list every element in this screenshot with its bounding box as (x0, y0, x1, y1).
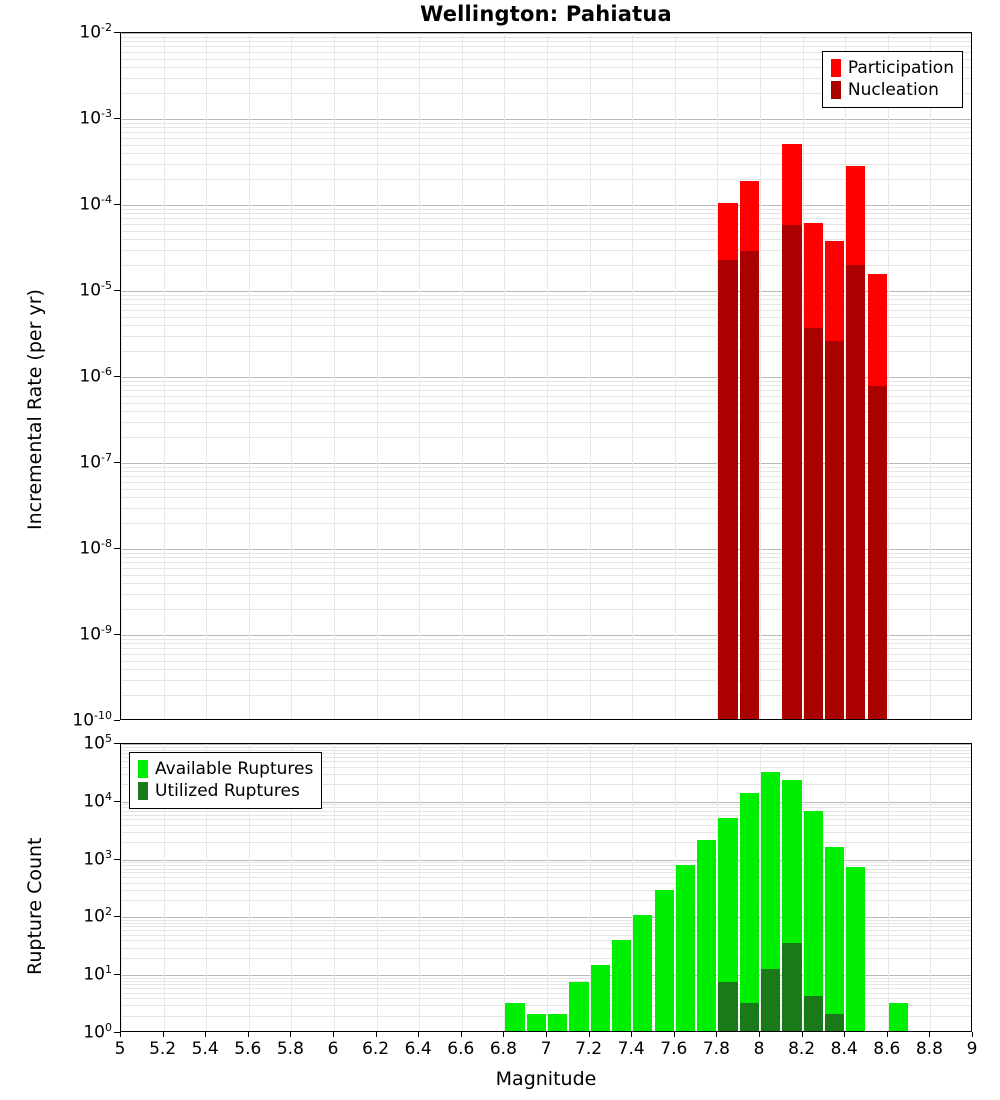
x-tick-mark (120, 1032, 121, 1037)
bottom-chart-legend (129, 752, 322, 809)
x-tick-label: 7.8 (702, 1039, 730, 1059)
y-tick-mark (114, 548, 120, 549)
y-tick-mark (114, 720, 120, 721)
y-tick-label: $10^4$ (83, 789, 112, 812)
x-tick-mark (461, 1032, 462, 1037)
bar (782, 225, 801, 719)
x-tick-mark (163, 1032, 164, 1037)
y-tick-label: $10^1$ (83, 963, 112, 985)
legend-item (138, 780, 313, 802)
x-tick-mark (418, 1032, 419, 1037)
bar (804, 996, 823, 1031)
bar (655, 890, 674, 1031)
x-tick-mark (333, 1032, 334, 1037)
bar (782, 943, 801, 1031)
bar (740, 1003, 759, 1031)
legend-label-utilized-ruptures: Utilized Ruptures (155, 781, 300, 801)
x-tick-mark (503, 1032, 504, 1037)
bottom-chart-plot-area (120, 743, 972, 1032)
bar (676, 865, 695, 1032)
legend-swatch-available-ruptures (138, 760, 148, 778)
x-tick-mark (972, 1032, 973, 1037)
page-title: Wellington: Pahiatua (420, 2, 672, 26)
x-tick-mark (802, 1032, 803, 1037)
x-tick-label: 7 (540, 1039, 552, 1059)
x-tick-label: 5.6 (234, 1039, 262, 1059)
bar (825, 847, 844, 1031)
top-chart-legend (822, 51, 963, 108)
bar (846, 867, 865, 1031)
legend-item (831, 79, 954, 101)
y-tick-mark (114, 118, 120, 119)
x-tick-label: 8.8 (915, 1039, 943, 1059)
bar (718, 260, 737, 719)
legend-label-nucleation: Nucleation (847, 80, 939, 100)
legend-item (831, 57, 954, 79)
bar (569, 982, 588, 1031)
x-tick-mark (759, 1032, 760, 1037)
legend-swatch-nucleation (831, 81, 841, 99)
x-tick-mark (929, 1032, 930, 1037)
bar (591, 965, 610, 1031)
bar (633, 915, 652, 1031)
bar (505, 1003, 524, 1031)
legend-swatch-participation (831, 59, 841, 77)
x-tick-label: 8.6 (873, 1039, 901, 1059)
y-tick-mark (114, 859, 120, 860)
y-tick-mark (114, 801, 120, 802)
y-tick-mark (114, 634, 120, 635)
top-chart-y-axis-title: Incremental Rate (per yr) (24, 289, 46, 530)
x-tick-label: 7.2 (575, 1039, 603, 1059)
x-tick-label: 6.8 (489, 1039, 517, 1059)
legend-swatch-utilized-ruptures (138, 782, 148, 800)
y-tick-label: $10^{-9}$ (79, 623, 112, 645)
top-chart-bars (121, 33, 971, 719)
x-tick-mark (844, 1032, 845, 1037)
y-tick-label: $10^{-10}$ (72, 709, 112, 731)
y-tick-label: $10^0$ (83, 1021, 112, 1043)
x-tick-mark (290, 1032, 291, 1037)
y-tick-label: $10^{-6}$ (79, 365, 112, 387)
bar (889, 1003, 908, 1031)
bar (804, 328, 823, 719)
top-chart-plot-area (120, 32, 972, 720)
y-tick-label: $10^{-5}$ (79, 279, 112, 301)
x-tick-label: 6.6 (447, 1039, 475, 1059)
x-tick-label: 7.4 (617, 1039, 645, 1059)
x-tick-label: 8.4 (830, 1039, 858, 1059)
y-tick-label: $10^{-8}$ (79, 537, 112, 559)
y-tick-label: $10^2$ (83, 905, 112, 928)
x-tick-mark (205, 1032, 206, 1037)
x-tick-mark (248, 1032, 249, 1037)
y-tick-label: $10^{-3}$ (79, 107, 112, 129)
legend-item (138, 758, 313, 780)
x-tick-mark (674, 1032, 675, 1037)
x-tick-mark (887, 1032, 888, 1037)
bar (740, 251, 759, 719)
legend-label-available-ruptures: Available Ruptures (155, 759, 314, 779)
bar (548, 1014, 567, 1031)
bottom-chart-y-axis-title: Rupture Count (24, 837, 46, 975)
x-tick-label: 5.8 (276, 1039, 304, 1059)
y-tick-mark (114, 916, 120, 917)
y-tick-mark (114, 462, 120, 463)
x-tick-label: 8 (753, 1039, 765, 1059)
x-tick-mark (716, 1032, 717, 1037)
y-tick-label: $10^{-2}$ (79, 21, 112, 43)
bar (697, 840, 716, 1031)
x-tick-label: 6.4 (404, 1039, 432, 1059)
y-tick-mark (114, 376, 120, 377)
y-tick-label: $10^5$ (83, 732, 112, 754)
y-tick-label: $10^3$ (83, 847, 112, 870)
x-tick-label: 5.4 (191, 1039, 219, 1059)
x-tick-mark (631, 1032, 632, 1037)
x-tick-label: 8.2 (788, 1039, 816, 1059)
x-axis-title: Magnitude (495, 1068, 597, 1090)
bar (740, 793, 759, 1031)
x-tick-label: 6 (327, 1039, 339, 1059)
y-tick-mark (114, 32, 120, 33)
x-tick-label: 5.2 (149, 1039, 177, 1059)
x-tick-mark (589, 1032, 590, 1037)
y-tick-label: $10^{-4}$ (79, 193, 112, 215)
y-tick-mark (114, 204, 120, 205)
x-tick-label: 9 (966, 1039, 978, 1059)
bar (612, 940, 631, 1031)
x-tick-mark (376, 1032, 377, 1037)
bar (868, 386, 887, 719)
x-tick-label: 5 (114, 1039, 126, 1059)
bar (527, 1014, 546, 1031)
y-tick-label: $10^{-7}$ (79, 451, 112, 473)
legend-label-participation: Participation (847, 58, 954, 78)
x-tick-mark (546, 1032, 547, 1037)
bar (846, 265, 865, 719)
y-tick-mark (114, 290, 120, 291)
bar (718, 982, 737, 1031)
bar (761, 969, 780, 1031)
x-tick-label: 6.2 (362, 1039, 390, 1059)
x-tick-label: 7.6 (660, 1039, 688, 1059)
y-tick-mark (114, 743, 120, 744)
bar (825, 341, 844, 719)
y-tick-mark (114, 974, 120, 975)
bar (825, 1014, 844, 1031)
